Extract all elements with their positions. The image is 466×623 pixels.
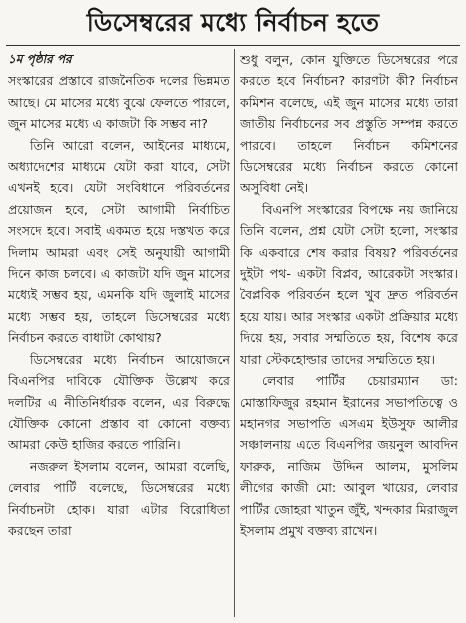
- paragraph: নজরুল ইসলাম বলেন, আমরা বলেছি, লেবার পার্টি বলেছে, ডিসেম্বরের মধ্যে নির্বাচনটা হোক। যারা এটার বিরোধিতা করছেন তারা: [8, 458, 230, 538]
- paragraph: লেবার পার্টির চেয়ারম্যান ডা: মোস্তাফিজুর রহমান ইরানের সভাপতিত্বে ও মহানগর সভাপতি এসএম ইউসুফ আলীর সঞ্চালনায় এতে বিএনপির জয়নুল আবদিন ফারুক, নাজিম উদ্দিন আলম, মুসলিম লীগের কাজী মো: আবুল খায়ের, লেবার পার্টির জোহরা খাতুন জুঁই, খন্দকার মিরাজুল ইসলাম প্রমুখ বক্তব্য রাখেন।: [240, 373, 458, 538]
- paragraph: বিএনপি সংস্কারের বিপক্ষে নয় জানিয়ে তিনি বলেন, প্রশ্ন যেটা সেটা হলো, সংস্কার কি একবারে শেষ করার বিষয়? পরিবর্তনের দুইটা পথ- একটা বিপ্লব, আরেকটা সংস্কার। বৈপ্লবিক পরিবর্তন হলে খুব দ্রুত পরিবর্তন হয়ে যায়। আর সংস্কার একটা প্রক্রিয়ার মধ্যে দিয়ে হয়, সবার সম্মতিতে হয়, বিশেষ করে যারা স্টেকহোল্ডার তাদের সম্মতিতে হয়।: [240, 201, 458, 367]
- headline-rule: [6, 45, 460, 46]
- paragraph: শুধু বলুন, কোন যুক্তিতে ডিসেম্বরের পরে করতে হবে নির্বাচন? কারণটা কী? নির্বাচন কমিশন বলেছে, এই জুন মাসের মধ্যে তারা জাতীয় নির্বাচনের সব প্রস্তুতি সম্পন্ন করতে পারবে। তাহলে নির্বাচন কমিশনের ডিসেম্বরের মধ্যে নির্বাচন করতে কোনো অসুবিধা নেই।: [240, 52, 458, 196]
- paragraph: সংস্কারের প্রস্তাবে রাজনৈতিক দলের ভিন্নমত আছে। মে মাসের মধ্যে বুঝে ফেলতে পারলে, জুন মাসের মধ্যে এ কাজটা কি সম্ভব না?: [8, 73, 230, 132]
- paragraph: ডিসেম্বরের মধ্যে নির্বাচন আয়োজনে বিএনপির দাবিকে যৌক্তিক উল্লেখ করে দলটির এ নীতিনির্ধারক বলেন, এর বিরুদ্ধে যৌক্তিক কোনো প্রস্তাব বা কোনো বক্তব্য আমরা কেউ হাজির করতে পারিনি।: [8, 351, 230, 453]
- right-column: [240, 49, 458, 619]
- headline: ডিসেম্বরের মধ্যে নির্বাচন হতে: [86, 7, 380, 37]
- continued-label: ১ম পৃষ্ঠার পর: [8, 52, 72, 66]
- paragraph: তিনি আরো বলেন, আইনের মাধ্যমে, অধ্যাদেশের মাধ্যমে যেটা করা যাবে, সেটা এখনই হবে। যেটা সংবিধানে পরিবর্তনের প্রয়োজন হবে, সেটা আগামী নির্বাচিত সংসদে হবে। সবাই একমত হয়ে দস্তখত করে দিলাম আমরা এবং সেই অনুযায়ী আগামী দিনে কাজ চলবে। এ কাজটা যদি জুন মাসের মধ্যেই সম্ভব হয়, এমনকি যদি জুলাই মাসের মধ্যে সম্ভব হয়, তাহলে ডিসেম্বরের মধ্যে নির্বাচন করতে বাধাটা কোথায়?: [8, 137, 230, 346]
- left-column: [8, 49, 230, 619]
- column-divider: [234, 49, 235, 617]
